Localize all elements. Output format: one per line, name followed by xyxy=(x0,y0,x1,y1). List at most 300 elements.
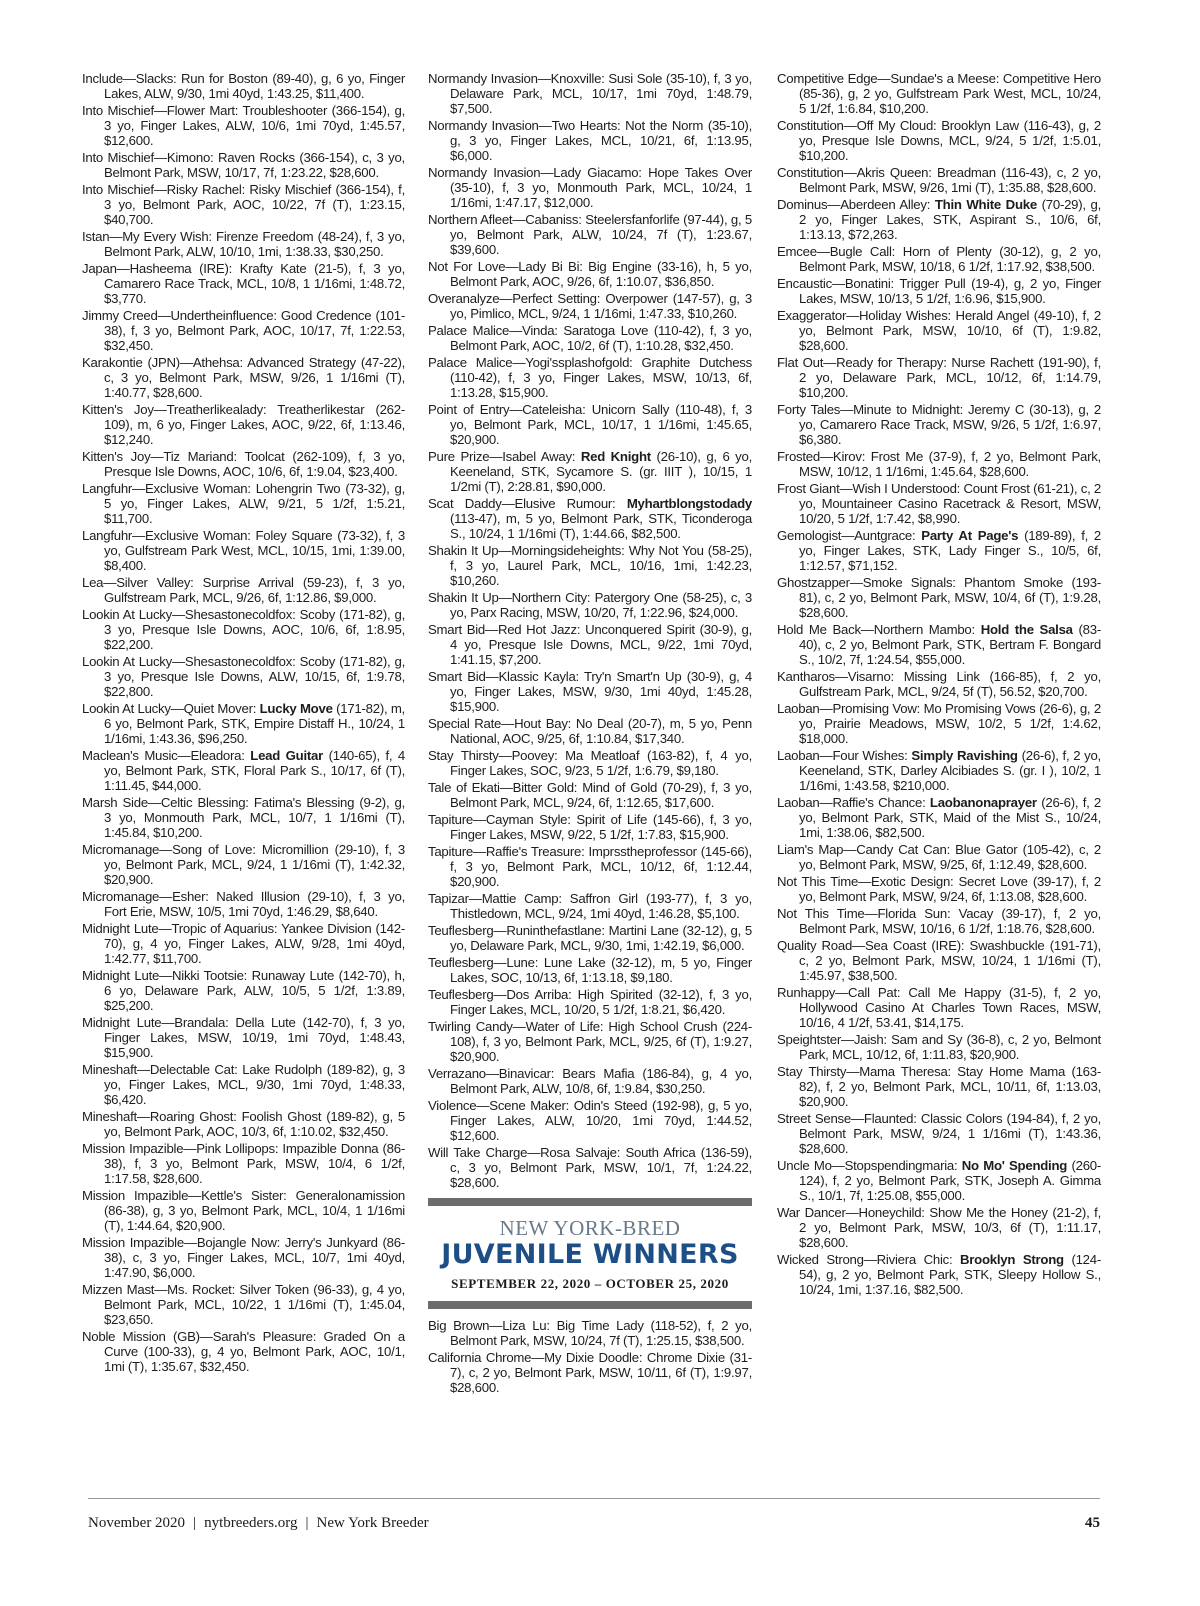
race-details: (37-9), f, 2 yo, Belmont Park, MSW, 10/12, 1 1/16mi, 1:45.64, $28,600. xyxy=(799,449,1101,479)
race-details: (116-43), c, 2 yo, Belmont Park, MSW, 9/26, 1mi (T), 1:35.88, $28,600. xyxy=(799,165,1101,195)
winner-entry xyxy=(777,795,1101,840)
banner-title: JUVENILE WINNERS xyxy=(441,1239,739,1270)
sire-dam: Mission Impazible—Bojangle Now: xyxy=(82,1235,285,1250)
race-details: (21-5), f, 3 yo, Camarero Race Track, MCL, 10/8, 1 1/16mi, 1:48.72, $3,770. xyxy=(104,261,405,306)
sire-dam: Gemologist—Auntgrace: xyxy=(777,528,922,543)
winner-entry xyxy=(428,590,752,620)
sire-dam: Quality Road—Sea Coast (IRE): xyxy=(777,938,970,953)
race-details: (193-77), f, 3 yo, Thistledown, MCL, 9/24, 1mi 40yd, 1:46.28, $5,100. xyxy=(450,891,753,921)
race-details: (101-38), f, 3 yo, Belmont Park, AOC, 10/17, 7f, 1:22.53, $32,450. xyxy=(104,308,405,353)
horse-name: Lucky Move xyxy=(259,701,333,716)
horse-name: Blue Gator xyxy=(955,842,1018,857)
winner-entry xyxy=(82,261,405,306)
winner-entry xyxy=(777,575,1101,620)
race-details: (142-70), f, 3 yo, Finger Lakes, MSW, 10/19, 1mi 70yd, 1:48.43, $15,900. xyxy=(104,1015,405,1060)
horse-name: Advanced Strategy xyxy=(247,355,356,370)
horse-name: Classic Colors xyxy=(920,1111,1003,1126)
horse-name: Horn of Plenty xyxy=(902,244,992,259)
winner-entry xyxy=(82,748,405,793)
race-details: (29-10), f, 3 yo, Fort Erie, MSW, 10/5, 1mi 70yd, 1:46.29, $8,640. xyxy=(104,889,405,919)
horse-name: Lake Rudolph xyxy=(242,1062,322,1077)
winner-entry xyxy=(82,1141,405,1186)
horse-name: Hope Takes Over xyxy=(648,165,752,180)
horse-name: Try'n Smart'n Up xyxy=(584,669,682,684)
sire-dam: Kitten's Joy—Treatherlikealady: xyxy=(82,402,278,417)
race-details: (110-42), f, 3 yo, Belmont Park, AOC, 10/2, 6f (T), 1:10.28, $32,450. xyxy=(450,323,752,353)
race-details: (110-48), f, 3 yo, Belmont Park, MCL, 10/17, 1 1/16mi, 1:45.65, $20,900. xyxy=(450,402,752,447)
horse-name: Run for Boston xyxy=(181,71,268,86)
horse-name: Martini Lane xyxy=(608,923,679,938)
winner-entry xyxy=(777,165,1101,195)
horse-name: Della Lute xyxy=(235,1015,296,1030)
sire-dam: Northern Afleet—Cabaniss: xyxy=(428,212,586,227)
race-details: (193-81), c, 2 yo, Belmont Park, MSW, 10/4, 6f (T), 1:9.28, $28,600. xyxy=(799,575,1101,620)
winner-entry xyxy=(777,1205,1101,1250)
race-details: (191-71), c, 2 yo, Belmont Park, MSW, 10/24, 1 1/16mi (T), 1:45.97, $38,500. xyxy=(799,938,1101,983)
horse-name: Spirit of Life xyxy=(576,812,648,827)
race-details: (171-82), g, 3 yo, Presque Isle Downs, AOC, 10/6, 6f, 1:8.95, $22,200. xyxy=(104,607,406,652)
winner-entry xyxy=(777,1064,1101,1109)
horse-name: Unicorn Sally xyxy=(591,402,670,417)
race-details: (163-82), f, 4 yo, Finger Lakes, SOC, 9/23, 5 1/2f, 1:6.79, $9,180. xyxy=(450,748,752,778)
race-details: (48-24), f, 3 yo, Belmont Park, ALW, 10/10, 1mi, 1:38.33, $30,250. xyxy=(104,229,405,259)
race-details: (116-43), g, 2 yo, Presque Isle Downs, MCL, 9/24, 5 1/2f, 1:5.01, $10,200. xyxy=(799,118,1101,163)
race-details: (35-10), f, 3 yo, Delaware Park, MCL, 10/17, 1mi 70yd, 1:48.79, $7,500. xyxy=(450,71,752,116)
winner-entry xyxy=(428,291,752,321)
horse-name: Secret Love xyxy=(958,874,1028,889)
winner-entry xyxy=(428,212,752,257)
horse-name: High School Crush xyxy=(608,1019,718,1034)
sire-dam: Runhappy—Call Pat: xyxy=(777,985,909,1000)
race-details: (26-6), f, 2 yo, Belmont Park, STK, Maid of the Mist S., 10/24, 1mi, 1:38.06, $82,500. xyxy=(799,795,1101,840)
sire-dam: Dominus—Aberdeen Alley: xyxy=(777,197,935,212)
race-details: (189-82), g, 3 yo, Finger Lakes, MCL, 9/30, 1mi 70yd, 1:48.33, $6,420. xyxy=(104,1062,405,1107)
banner-top-rule xyxy=(428,1198,752,1206)
winner-entry xyxy=(777,842,1101,872)
winner-entry xyxy=(82,1062,405,1107)
race-details: (110-42), f, 3 yo, Finger Lakes, MSW, 10/13, 6f, 1:13.28, $15,900. xyxy=(450,370,752,400)
horse-name: High Spirited xyxy=(577,987,653,1002)
race-details: (366-154), f, 3 yo, Belmont Park, AOC, 10/22, 7f (T), 1:23.15, $40,700. xyxy=(104,182,406,227)
sire-dam: Midnight Lute—Brandala: xyxy=(82,1015,236,1030)
sire-dam: Lookin At Lucky—Shesastonecoldfox: xyxy=(82,654,300,669)
juvenile-winners-list xyxy=(428,1318,752,1395)
race-details: (86-38), c, 3 yo, Finger Lakes, MCL, 10/7, 1mi 40yd, 1:47.90, $6,000. xyxy=(104,1235,405,1280)
race-details: (33-16), h, 5 yo, Belmont Park, AOC, 9/26, 6f, 1:10.07, $36,850. xyxy=(450,259,752,289)
horse-name: Jerry's Junkyard xyxy=(284,1235,378,1250)
horse-name: Foley Square xyxy=(255,528,333,543)
winner-entry xyxy=(428,622,752,667)
race-details: (35-10), g, 3 yo, Finger Lakes, MCL, 10/21, 6f, 1:13.95, $6,000. xyxy=(450,118,752,163)
footer-rule xyxy=(88,1498,1100,1499)
winner-entry xyxy=(777,622,1101,667)
race-details: (47-22), c, 3 yo, Belmont Park, MSW, 9/26, 1 1/16mi (T), 1:40.77, $28,600. xyxy=(104,355,405,400)
horse-name: Good Credence xyxy=(280,308,372,323)
horse-name: Patergory One xyxy=(594,590,679,605)
horse-name: Treatherlikestar xyxy=(277,402,365,417)
sire-dam: Midnight Lute—Tropic of Aquarius: xyxy=(82,921,282,936)
winner-entry xyxy=(777,748,1101,793)
horse-name: Susi Sole xyxy=(608,71,663,86)
race-details: (32-12), g, 5 yo, Delaware Park, MCL, 9/30, 1mi, 1:42.19, $6,000. xyxy=(450,923,753,953)
horse-name: Why Not You xyxy=(628,543,704,558)
winner-entry xyxy=(82,575,405,605)
sire-dam: Ghostzapper—Smoke Signals: xyxy=(777,575,965,590)
horse-name: Steelersfanforlife xyxy=(585,212,680,227)
sire-dam: Lookin At Lucky—Shesastonecoldfox: xyxy=(82,607,300,622)
horse-name: Simply Ravishing xyxy=(911,748,1018,763)
race-details: (85-36), g, 2 yo, Gulfstream Park West, MCL, 10/24, 5 1/2f, 1:6.84, $10,200. xyxy=(799,86,1101,116)
sire-dam: Constitution—Akris Queen: xyxy=(777,165,937,180)
winner-entry xyxy=(428,1098,752,1143)
race-details: (262-109), m, 6 yo, Finger Lakes, AOC, 9/22, 6f, 1:13.46, $12,240. xyxy=(104,402,405,447)
race-details: (86-38), g, 3 yo, Belmont Park, MCL, 10/4, 1 1/16mi (T), 1:44.64, $20,900. xyxy=(104,1203,405,1233)
sire-dam: Big Brown—Liza Lu: xyxy=(428,1318,557,1333)
winner-entry xyxy=(428,355,752,400)
winner-entry xyxy=(777,71,1101,116)
winner-entry xyxy=(777,481,1101,526)
race-details: (171-82), g, 3 yo, Presque Isle Downs, ALW, 10/15, 6f, 1:9.78, $22,800. xyxy=(104,654,406,699)
sire-dam: Normandy Invasion—Lady Giacamo: xyxy=(428,165,649,180)
winner-entry xyxy=(428,812,752,842)
winner-entry xyxy=(777,355,1101,400)
winner-entry xyxy=(428,165,752,210)
race-details: (26-6), g, 2 yo, Prairie Meadows, MSW, 10/2, 5 1/2f, 1:4.62, $18,000. xyxy=(799,701,1101,746)
winner-entry xyxy=(777,449,1101,479)
sire-dam: Kantharos—Visarno: xyxy=(777,669,904,684)
race-details: (32-12), m, 5 yo, Finger Lakes, SOC, 10/13, 6f, 1:13.18, $9,180. xyxy=(450,955,752,985)
horse-name: No Deal xyxy=(575,716,624,731)
race-details: (97-44), g, 5 yo, Belmont Park, ALW, 10/24, 7f (T), 1:23.67, $39,600. xyxy=(450,212,752,257)
winner-entry xyxy=(777,874,1101,904)
column-right xyxy=(777,71,1101,1299)
sire-dam: Hold Me Back—Northern Mambo: xyxy=(777,622,981,637)
sire-dam: Emcee—Bugle Call: xyxy=(777,244,903,259)
sire-dam: Overanalyze—Perfect Setting: xyxy=(428,291,606,306)
horse-name: Runaway Lute xyxy=(251,968,335,983)
sire-dam: Shakin It Up—Northern City: xyxy=(428,590,595,605)
sire-dam: Smart Bid—Red Hot Jazz: xyxy=(428,622,586,637)
horse-name: Krafty Kate xyxy=(239,261,307,276)
sire-dam: Uncle Mo—Stopspendingmaria: xyxy=(777,1158,962,1173)
winner-entry xyxy=(82,449,405,479)
horse-name: Competitive Hero xyxy=(1002,71,1101,86)
sire-dam: Normandy Invasion—Knoxville: xyxy=(428,71,609,86)
sire-dam: Midnight Lute—Nikki Tootsie: xyxy=(82,968,252,983)
race-details: (49-10), f, 2 yo, Belmont Park, MSW, 10/10, 6f (T), 1:9.82, $28,600. xyxy=(799,308,1102,353)
race-details: (31-5), f, 2 yo, Hollywood Casino At Charles Town Races, MSW, 10/16, 4 1/2f, 53.41, $14,175. xyxy=(799,985,1101,1030)
race-details: (189-89), f, 2 yo, Finger Lakes, STK, Lady Finger S., 10/5, 6f, 1:12.57, $71,152. xyxy=(799,528,1101,573)
winner-entry xyxy=(82,1109,405,1139)
winner-entry xyxy=(82,889,405,919)
winner-entry xyxy=(82,71,405,101)
sire-dam: Mineshaft—Delectable Cat: xyxy=(82,1062,243,1077)
horse-name: Call Me Happy xyxy=(908,985,1001,1000)
horse-name: Surprise Arrival xyxy=(202,575,294,590)
sire-dam: Mission Impazible—Pink Lollipops: xyxy=(82,1141,283,1156)
race-details: (224-108), f, 3 yo, Belmont Park, MCL, 9/25, 6f (T), 1:9.27, $20,900. xyxy=(450,1019,753,1064)
sire-dam: Frosted—Kirov: xyxy=(777,449,871,464)
race-details: (186-84), g, 4 yo, Belmont Park, ALW, 10/8, 6f, 1:9.84, $30,250. xyxy=(450,1066,752,1096)
winner-entry xyxy=(428,955,752,985)
footer-site-link[interactable]: nytbreeders.org xyxy=(204,1515,298,1531)
winner-entry xyxy=(777,985,1101,1030)
race-details: (124-54), g, 2 yo, Belmont Park, STK, Sleepy Hollow S., 10/24, 1mi, 1:37.16, $82,500. xyxy=(799,1252,1101,1297)
winner-entry xyxy=(428,1145,752,1190)
winner-entry xyxy=(777,1111,1101,1156)
column-middle-list xyxy=(428,71,752,1190)
horse-name: Count Frost xyxy=(963,481,1030,496)
sire-dam: Mineshaft—Roaring Ghost: xyxy=(82,1109,242,1124)
horse-name: Odin's Steed xyxy=(573,1098,648,1113)
sire-dam: Special Rate—Hout Bay: xyxy=(428,716,576,731)
sire-dam: Into Mischief—Flower Mart: xyxy=(82,103,243,118)
footer-month: November 2020 xyxy=(88,1515,186,1531)
sire-dam: Karakontie (JPN)—Athehsa: xyxy=(82,355,248,370)
winner-entry xyxy=(777,906,1101,936)
horse-name: Troubleshooter xyxy=(242,103,328,118)
winner-entry xyxy=(82,1282,405,1327)
horse-name: Jeremy C xyxy=(968,402,1025,417)
race-details: (145-66), f, 3 yo, Finger Lakes, MSW, 9/22, 5 1/2f, 1:7.83, $15,900. xyxy=(450,812,752,842)
winner-entry xyxy=(82,1188,405,1233)
race-details: (147-57), g, 3 yo, Pimlico, MCL, 9/24, 1 1/16mi, 1:47.33, $10,260. xyxy=(450,291,752,321)
race-details: (73-32), f, 3 yo, Gulfstream Park West, MCL, 10/15, 1mi, 1:39.00, $8,400. xyxy=(104,528,405,573)
sire-dam: Constitution—Off My Cloud: xyxy=(777,118,942,133)
horse-name: Frost Me xyxy=(870,449,924,464)
race-details: (21-2), f, 2 yo, Belmont Park, MSW, 10/3, 6f (T), 1:11.17, $28,600. xyxy=(799,1205,1101,1250)
sire-dam: Will Take Charge—Rosa Salvaje: xyxy=(428,1145,626,1160)
sire-dam: Speightster—Jaish: xyxy=(777,1032,892,1047)
winner-entry xyxy=(428,923,752,953)
horse-name: Mind of Gold xyxy=(582,780,658,795)
sire-dam: Laoban—Promising Vow: xyxy=(777,701,924,716)
winner-entry xyxy=(82,355,405,400)
horse-name: Show Me the Honey xyxy=(929,1205,1048,1220)
sire-dam: Langfuhr—Exclusive Woman: xyxy=(82,528,256,543)
winner-entry xyxy=(777,402,1101,447)
race-details: (30-9), g, 4 yo, Finger Lakes, MSW, 9/30, 1mi 40yd, 1:45.28, $15,900. xyxy=(450,669,752,714)
race-details: (366-154), c, 3 yo, Belmont Park, MSW, 10/17, 7f, 1:23.22, $28,600. xyxy=(104,150,405,180)
sire-dam: Teuflesberg—Runinthefastlane: xyxy=(428,923,609,938)
winner-entry xyxy=(777,669,1101,699)
sire-dam: Langfuhr—Exclusive Woman: xyxy=(82,481,256,496)
sire-dam: Encaustic—Bonatini: xyxy=(777,276,900,291)
winner-entry xyxy=(428,496,752,541)
race-details: (29-10), f, 3 yo, Belmont Park, MCL, 9/24, 1 1/16mi (T), 1:42.32, $20,900. xyxy=(104,842,405,887)
winner-entry xyxy=(82,921,405,966)
race-details: (36-8), c, 2 yo, Belmont Park, MCL, 10/12, 6f, 1:11.83, $20,900. xyxy=(799,1032,1101,1062)
banner-pretitle: NEW YORK-BRED xyxy=(499,1216,681,1240)
column-left xyxy=(82,71,405,1376)
sire-dam: Tapiture—Cayman Style: xyxy=(428,812,577,827)
winner-entry xyxy=(82,654,405,699)
sire-dam: Point of Entry—Cateleisha: xyxy=(428,402,592,417)
footer-separator: | xyxy=(193,1515,197,1531)
horse-name: Graphite Dutchess xyxy=(641,355,752,370)
sire-dam: Mizzen Mast—Ms. Rocket: xyxy=(82,1282,240,1297)
sire-dam: Tale of Ekati—Bitter Gold: xyxy=(428,780,583,795)
race-details: (61-21), c, 2 yo, Mountaineer Casino Racetrack & Resort, MSW, 10/20, 5 1/2f, 1:7.42, $8,990. xyxy=(799,481,1102,526)
sire-dam: Not This Time—Exotic Design: xyxy=(777,874,959,889)
horse-name: Saffron Girl xyxy=(569,891,638,906)
winner-entry xyxy=(428,1066,752,1096)
horse-name: Bears Mafia xyxy=(562,1066,635,1081)
horse-name: Ma Meatloaf xyxy=(565,748,640,763)
sire-dam: Scat Daddy—Elusive Rumour: xyxy=(428,496,627,511)
race-details: (142-70), h, 6 yo, Delaware Park, ALW, 10/5, 5 1/2f, 1:3.89, $25,200. xyxy=(104,968,405,1013)
winner-entry xyxy=(428,323,752,353)
sire-dam: Verrazano—Binavicar: xyxy=(428,1066,563,1081)
race-details: (26-6), f, 2 yo, Keeneland, STK, Darley Alcibiades S. (gr. I ), 10/2, 1 1/16mi, 1:43.58, $210,000. xyxy=(799,748,1101,793)
sire-dam: Not For Love—Lady Bi Bi: xyxy=(428,259,589,274)
winner-entry xyxy=(82,481,405,526)
footer-separator: | xyxy=(305,1515,309,1531)
winner-entry xyxy=(777,528,1101,573)
horse-name: Myhartblongstodady xyxy=(626,496,752,511)
sire-dam: Jimmy Creed—Undertheinfluence: xyxy=(82,308,281,323)
sire-dam: War Dancer—Honeychild: xyxy=(777,1205,930,1220)
sire-dam: Micromanage—Esher: xyxy=(82,889,217,904)
page-number: 45 xyxy=(1085,1515,1100,1531)
horse-name: Brooklyn Law xyxy=(941,118,1019,133)
race-details: (70-29), f, 3 yo, Belmont Park, MCL, 9/24, 6f, 1:12.65, $17,600. xyxy=(450,780,752,810)
horse-name: Imprsstheprofessor xyxy=(588,844,697,859)
winner-entry xyxy=(82,607,405,652)
horse-name: Big Time Lady xyxy=(556,1318,644,1333)
sire-dam: Kitten's Joy—Tiz Mariand: xyxy=(82,449,245,464)
horse-name: Scoby xyxy=(299,607,336,622)
sire-dam: Palace Malice—Vinda: xyxy=(428,323,564,338)
race-details: (30-13), g, 2 yo, Camarero Race Track, MSW, 9/26, 5 1/2f, 1:6.97, $6,380. xyxy=(799,402,1102,447)
race-details: (89-40), g, 6 yo, Finger Lakes, ALW, 9/30, 1mi 40yd, 1:43.25, $11,400. xyxy=(104,71,406,101)
race-details: (30-12), g, 2 yo, Belmont Park, MSW, 10/18, 6 1/2f, 1:17.92, $38,500. xyxy=(799,244,1101,274)
sire-dam: Micromanage—Song of Love: xyxy=(82,842,262,857)
winner-entry xyxy=(82,150,405,180)
winner-entry xyxy=(428,259,752,289)
winner-entry xyxy=(777,701,1101,746)
race-details: (26-10), g, 6 yo, Keeneland, STK, Sycamore S. (gr. IIIT ), 10/15, 1 1/2mi (T), 2:28.81, $90,000. xyxy=(450,449,753,494)
sire-dam: California Chrome—My Dixie Doodle: xyxy=(428,1350,647,1365)
section-banner xyxy=(428,1198,752,1309)
horse-name: Fatima's Blessing xyxy=(253,795,355,810)
winner-entry xyxy=(428,780,752,810)
horse-name: Unconquered Spirit xyxy=(585,622,695,637)
sire-dam: Laoban—Raffie's Chance: xyxy=(777,795,930,810)
horse-name: Risky Mischief xyxy=(249,182,332,197)
race-details: (366-154), g, 3 yo, Finger Lakes, ALW, 10/6, 1mi 70yd, 1:45.57, $12,600. xyxy=(104,103,406,148)
race-details: (70-29), g, 2 yo, Finger Lakes, STK, Aspirant S., 10/6, 6f, 1:13.13, $72,263. xyxy=(799,197,1101,242)
race-details: (163-82), f, 2 yo, Belmont Park, MCL, 10/11, 6f, 1:13.03, $20,900. xyxy=(799,1064,1101,1109)
horse-name: Herald Angel xyxy=(955,308,1030,323)
winner-entry xyxy=(82,402,405,447)
sire-dam: Smart Bid—Klassic Kayla: xyxy=(428,669,585,684)
race-details: (39-17), f, 2 yo, Belmont Park, MSW, 10/16, 6 1/2f, 1:18.76, $28,600. xyxy=(799,906,1101,936)
sire-dam: Lea—Silver Valley: xyxy=(82,575,203,590)
horse-name: Lead Guitar xyxy=(250,748,323,763)
winner-entry xyxy=(428,1318,752,1348)
horse-name: Graded On a Curve xyxy=(104,1329,405,1359)
horse-name: Firenze Freedom xyxy=(216,229,314,244)
sire-dam: Liam's Map—Candy Cat Can: xyxy=(777,842,956,857)
horse-name: Not the Norm xyxy=(625,118,704,133)
winner-entry xyxy=(777,938,1101,983)
winner-entry xyxy=(428,71,752,116)
horse-name: Micromillion xyxy=(261,842,329,857)
race-details: (105-42), c, 2 yo, Belmont Park, MSW, 9/25, 6f, 1:12.49, $28,600. xyxy=(799,842,1101,872)
horse-name: Chrome Dixie xyxy=(646,1350,725,1365)
winner-entry xyxy=(777,1032,1101,1062)
sire-dam: Teuflesberg—Dos Arriba: xyxy=(428,987,578,1002)
sire-dam: Noble Mission (GB)—Sarah's Pleasure: xyxy=(82,1329,324,1344)
race-details: (192-98), g, 5 yo, Finger Lakes, ALW, 10/20, 1mi 70yd, 1:44.52, $12,600. xyxy=(450,1098,752,1143)
race-details: (260-124), f, 2 yo, Belmont Park, STK, Joseph A. Gimma S., 10/1, 7f, 1:25.08, $55,000. xyxy=(799,1158,1101,1203)
horse-name: Foolish Ghost xyxy=(241,1109,322,1124)
sire-dam: Teuflesberg—Lune: xyxy=(428,955,544,970)
horse-name: Thin White Duke xyxy=(934,197,1037,212)
column-middle xyxy=(428,71,752,1397)
sire-dam: Japan—Hasheema (IRE): xyxy=(82,261,240,276)
sire-dam: Violence—Scene Maker: xyxy=(428,1098,574,1113)
winner-entry xyxy=(428,716,752,746)
horse-name: Trigger Pull xyxy=(899,276,966,291)
race-details: (86-38), f, 3 yo, Belmont Park, MSW, 10/4, 6 1/2f, 1:17.58, $28,600. xyxy=(104,1141,405,1186)
race-details: (189-82), g, 5 yo, Belmont Park, AOC, 10/3, 6f, 1:10.02, $32,450. xyxy=(104,1109,405,1139)
sire-dam: Marsh Side—Celtic Blessing: xyxy=(82,795,254,810)
race-details: (9-2), g, 3 yo, Monmouth Park, MCL, 10/7, 1 1/16mi (T), 1:45.84, $10,200. xyxy=(104,795,405,840)
winner-entry xyxy=(428,891,752,921)
sire-dam: Pure Prize—Isabel Away: xyxy=(428,449,581,464)
winner-entry xyxy=(428,669,752,714)
horse-name: Red Knight xyxy=(580,449,651,464)
sire-dam: Wicked Strong—Riviera Chic: xyxy=(777,1252,961,1267)
horse-name: Lohengrin Two xyxy=(255,481,341,496)
horse-name: Sam and Sy xyxy=(891,1032,963,1047)
horse-name: Stay Home Mama xyxy=(957,1064,1066,1079)
race-details: (20-7), m, 5 yo, Penn National, AOC, 9/25, 6f, 1:10.84, $17,340. xyxy=(450,716,752,746)
race-details: (100-33), g, 4 yo, Belmont Park, AOC, 10/1, 1mi (T), 1:35.67, $32,450. xyxy=(104,1344,405,1374)
sire-dam: Into Mischief—Kimono: xyxy=(82,150,218,165)
horse-name: Lune Lake xyxy=(543,955,606,970)
sire-dam: Normandy Invasion—Two Hearts: xyxy=(428,118,626,133)
winner-entry xyxy=(777,1158,1101,1203)
winner-entry xyxy=(428,1019,752,1064)
sire-dam: Not This Time—Florida Sun: xyxy=(777,906,959,921)
horse-name: Big Engine xyxy=(588,259,652,274)
winner-entry xyxy=(428,543,752,588)
sire-dam: Laoban—Four Wishes: xyxy=(777,748,912,763)
race-details: (166-85), f, 2 yo, Gulfstream Park, MCL, 9/24, 5f (T), 56.52, $20,700. xyxy=(799,669,1102,699)
winner-entry xyxy=(82,701,405,746)
race-details: (83-40), c, 2 yo, Belmont Park, STK, Bertram F. Bongard S., 10/2, 7f, 1:24.54, $55,000. xyxy=(799,622,1101,667)
horse-name: Swashbuckle xyxy=(969,938,1045,953)
horse-name: Scoby xyxy=(299,654,336,669)
winner-entry xyxy=(428,987,752,1017)
race-details: (96-33), g, 4 yo, Belmont Park, MCL, 10/22, 1 1/16mi (T), 1:45.04, $23,650. xyxy=(104,1282,405,1327)
winner-entry xyxy=(82,968,405,1013)
horse-name: Toolcat xyxy=(244,449,285,464)
footer xyxy=(88,1515,429,1532)
race-details: (145-66), f, 3 yo, Belmont Park, MCL, 10/12, 6f, 1:12.44, $20,900. xyxy=(450,844,752,889)
horse-name: Raven Rocks xyxy=(218,150,295,165)
sire-dam: Competitive Edge—Sundae's a Meese: xyxy=(777,71,1003,86)
horse-name: Party At Page's xyxy=(921,528,1019,543)
winner-entry xyxy=(82,1015,405,1060)
horse-name: Mo Promising Vows xyxy=(923,701,1036,716)
horse-name: Vacay xyxy=(958,906,994,921)
race-details: (262-109), f, 3 yo, Presque Isle Downs, AOC, 10/6, 6f, 1:9.04, $23,400. xyxy=(104,449,405,479)
sire-dam: Istan—My Every Wish: xyxy=(82,229,217,244)
